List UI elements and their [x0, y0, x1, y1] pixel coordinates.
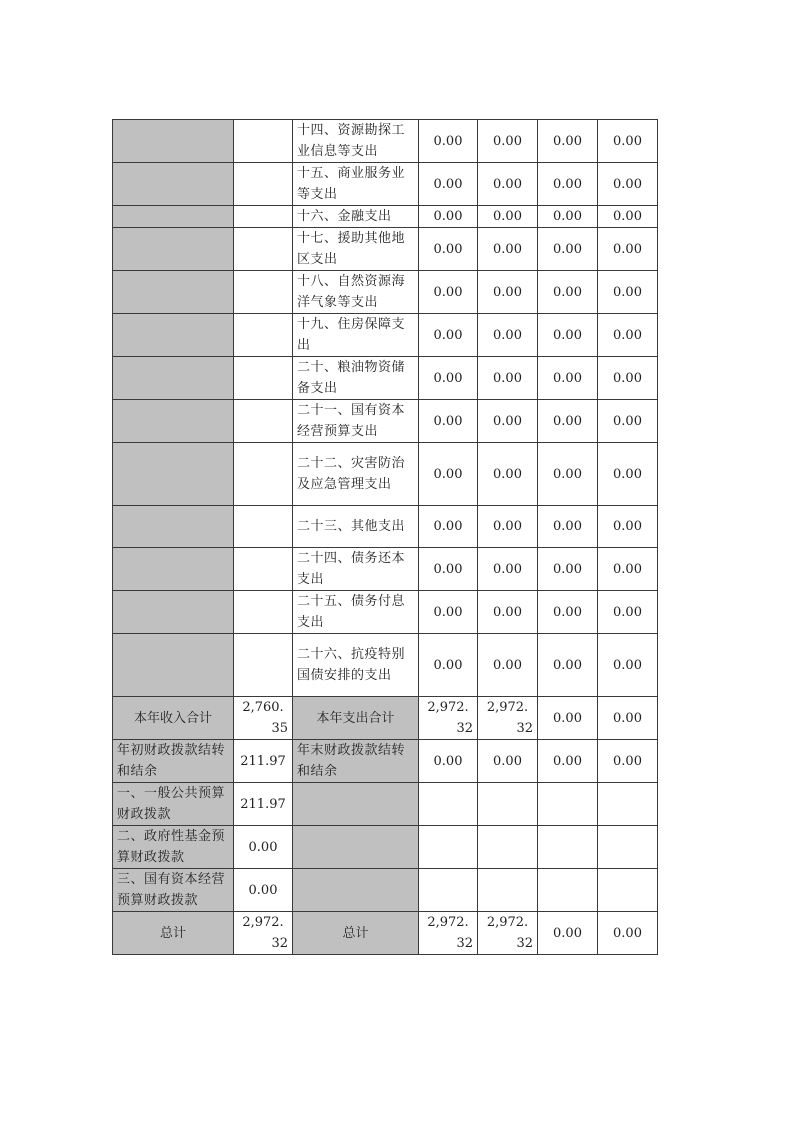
blank-cell [478, 783, 538, 826]
grand-total-value-left: 2,972. 32 [234, 912, 293, 955]
blank-cell [419, 826, 478, 869]
expense-value: 0.00 [538, 206, 598, 228]
grand-total-value: 2,972. 32 [419, 912, 478, 955]
expense-row [113, 163, 658, 206]
expense-item-label: 二十四、债务还本支出 [293, 548, 419, 591]
blank-cell [598, 783, 658, 826]
expense-value: 0.00 [598, 634, 658, 697]
expense-item-label: 十七、援助其他地区支出 [293, 228, 419, 271]
expense-item-label: 二十一、国有资本经营预算支出 [293, 400, 419, 443]
expense-row [113, 120, 658, 163]
expense-item-label: 十八、自然资源海洋气象等支出 [293, 271, 419, 314]
expense-value: 0.00 [538, 634, 598, 697]
expense-row [113, 314, 658, 357]
income-amount-cell [234, 443, 293, 506]
expense-row [113, 443, 658, 506]
blank-cell [419, 783, 478, 826]
income-item-cell [113, 357, 234, 400]
expense-value: 0.00 [598, 228, 658, 271]
expense-value: 0.00 [478, 271, 538, 314]
grand-total-row [113, 912, 658, 955]
income-item-cell [113, 120, 234, 163]
expense-item-label: 十九、住房保障支出 [293, 314, 419, 357]
expense-value: 0.00 [478, 206, 538, 228]
expense-value: 0.00 [419, 163, 478, 206]
blank-cell [598, 869, 658, 912]
income-amount-cell [234, 591, 293, 634]
expense-item-label: 二十五、债务付息支出 [293, 591, 419, 634]
income-item-cell [113, 506, 234, 548]
carryover-end-value: 0.00 [419, 740, 478, 783]
income-amount-cell [234, 163, 293, 206]
sub-item-row [113, 869, 658, 912]
expense-total-value: 0.00 [538, 697, 598, 740]
expense-item-label: 二十二、灾害防治及应急管理支出 [293, 443, 419, 506]
expense-item-label: 十六、金融支出 [293, 206, 419, 228]
expense-value: 0.00 [478, 357, 538, 400]
expense-row [113, 228, 658, 271]
expense-value: 0.00 [538, 120, 598, 163]
expense-value: 0.00 [538, 506, 598, 548]
expense-value: 0.00 [538, 314, 598, 357]
expense-value: 0.00 [538, 443, 598, 506]
income-amount-cell [234, 400, 293, 443]
expense-value: 0.00 [538, 271, 598, 314]
blank-cell [478, 826, 538, 869]
carryover-end-label: 年末财政拨款结转和结余 [293, 740, 419, 783]
blank-cell [478, 869, 538, 912]
expense-value: 0.00 [419, 271, 478, 314]
sub-item-row [113, 826, 658, 869]
grand-total-label-right: 总计 [293, 912, 419, 955]
expense-value: 0.00 [598, 163, 658, 206]
income-item-cell [113, 634, 234, 697]
expense-value: 0.00 [598, 120, 658, 163]
expense-item-label: 二十三、其他支出 [293, 506, 419, 548]
income-item-cell [113, 443, 234, 506]
expense-value: 0.00 [598, 443, 658, 506]
blank-cell [293, 869, 419, 912]
income-amount-cell [234, 228, 293, 271]
sub-item-row [113, 783, 658, 826]
blank-cell [419, 869, 478, 912]
expense-value: 0.00 [419, 357, 478, 400]
expense-total-label: 本年支出合计 [293, 697, 419, 740]
expense-value: 0.00 [478, 120, 538, 163]
expense-value: 0.00 [478, 163, 538, 206]
expense-value: 0.00 [598, 271, 658, 314]
expense-row [113, 548, 658, 591]
income-amount-cell [234, 206, 293, 228]
expense-value: 0.00 [598, 357, 658, 400]
income-item-cell [113, 548, 234, 591]
carryover-end-value: 0.00 [478, 740, 538, 783]
income-total-label: 本年收入合计 [113, 697, 234, 740]
income-amount-cell [234, 357, 293, 400]
expense-value: 0.00 [419, 314, 478, 357]
blank-cell [538, 869, 598, 912]
income-item-cell [113, 163, 234, 206]
expense-value: 0.00 [478, 548, 538, 591]
grand-total-value: 2,972. 32 [478, 912, 538, 955]
income-amount-cell [234, 548, 293, 591]
expense-value: 0.00 [419, 548, 478, 591]
expense-row [113, 634, 658, 697]
expense-value: 0.00 [538, 228, 598, 271]
blank-cell [293, 783, 419, 826]
expense-value: 0.00 [478, 443, 538, 506]
expense-value: 0.00 [419, 206, 478, 228]
blank-cell [598, 826, 658, 869]
expense-value: 0.00 [419, 443, 478, 506]
grand-total-value: 0.00 [598, 912, 658, 955]
expense-value: 0.00 [419, 591, 478, 634]
expense-row [113, 271, 658, 314]
expense-item-label: 十五、商业服务业等支出 [293, 163, 419, 206]
expense-value: 0.00 [538, 591, 598, 634]
income-item-cell [113, 314, 234, 357]
grand-total-label-left: 总计 [113, 912, 234, 955]
blank-cell [538, 826, 598, 869]
expense-value: 0.00 [478, 506, 538, 548]
expense-value: 0.00 [538, 548, 598, 591]
expense-value: 0.00 [598, 506, 658, 548]
carryover-begin-label: 年初财政拨款结转和结余 [113, 740, 234, 783]
expense-value: 0.00 [478, 314, 538, 357]
expense-value: 0.00 [598, 206, 658, 228]
expense-row [113, 357, 658, 400]
expense-value: 0.00 [478, 400, 538, 443]
budget-table [112, 119, 658, 955]
carryover-end-value: 0.00 [538, 740, 598, 783]
expense-value: 0.00 [598, 548, 658, 591]
expense-value: 0.00 [419, 228, 478, 271]
expense-row [113, 400, 658, 443]
expense-item-label: 二十、粮油物资储备支出 [293, 357, 419, 400]
expense-value: 0.00 [419, 120, 478, 163]
expense-total-value: 2,972. 32 [478, 697, 538, 740]
income-item-cell [113, 228, 234, 271]
grand-total-value: 0.00 [538, 912, 598, 955]
carryover-begin-value: 211.97 [234, 740, 293, 783]
expense-value: 0.00 [419, 400, 478, 443]
sub-item-label: 二、政府性基金预算财政拨款 [113, 826, 234, 869]
expense-value: 0.00 [538, 357, 598, 400]
expense-value: 0.00 [538, 163, 598, 206]
expense-value: 0.00 [419, 506, 478, 548]
expense-value: 0.00 [538, 400, 598, 443]
sub-item-label: 三、国有资本经营预算财政拨款 [113, 869, 234, 912]
expense-value: 0.00 [598, 314, 658, 357]
expense-value: 0.00 [598, 400, 658, 443]
carryover-row [113, 740, 658, 783]
expense-total-value: 2,972. 32 [419, 697, 478, 740]
income-amount-cell [234, 120, 293, 163]
income-amount-cell [234, 634, 293, 697]
carryover-end-value: 0.00 [598, 740, 658, 783]
expense-item-label: 十四、资源勘探工业信息等支出 [293, 120, 419, 163]
blank-cell [293, 826, 419, 869]
expense-row [113, 591, 658, 634]
income-item-cell [113, 271, 234, 314]
income-amount-cell [234, 506, 293, 548]
expense-value: 0.00 [598, 591, 658, 634]
expense-item-label: 二十六、抗疫特别国债安排的支出 [293, 634, 419, 697]
expense-total-value: 0.00 [598, 697, 658, 740]
income-amount-cell [234, 271, 293, 314]
income-amount-cell [234, 314, 293, 357]
sub-item-value: 0.00 [234, 869, 293, 912]
expense-value: 0.00 [478, 228, 538, 271]
expense-value: 0.00 [419, 634, 478, 697]
sub-item-label: 一、一般公共预算财政拨款 [113, 783, 234, 826]
annual-total-row [113, 697, 658, 740]
income-item-cell [113, 206, 234, 228]
expense-row [113, 206, 658, 228]
expense-row [113, 506, 658, 548]
expense-value: 0.00 [478, 634, 538, 697]
income-item-cell [113, 591, 234, 634]
income-item-cell [113, 400, 234, 443]
income-total-value: 2,760. 35 [234, 697, 293, 740]
sub-item-value: 0.00 [234, 826, 293, 869]
expense-value: 0.00 [478, 591, 538, 634]
blank-cell [538, 783, 598, 826]
sub-item-value: 211.97 [234, 783, 293, 826]
